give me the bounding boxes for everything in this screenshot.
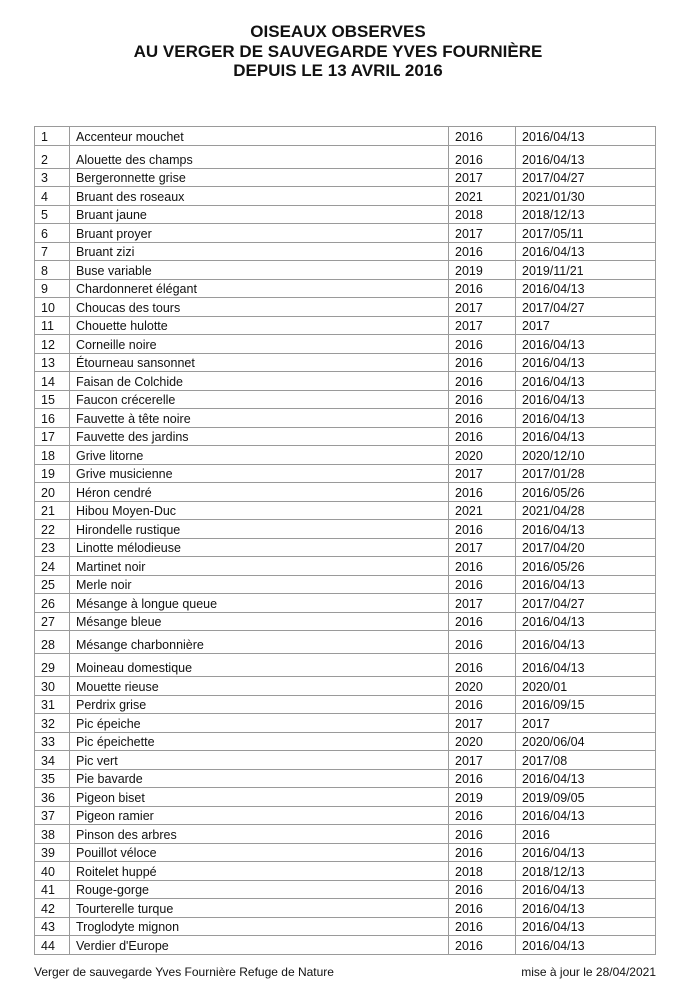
row-number: 24 bbox=[35, 557, 70, 576]
bird-name: Alouette des champs bbox=[70, 145, 449, 168]
table-row bbox=[35, 677, 656, 696]
first-seen-date: 2016/04/13 bbox=[516, 612, 656, 631]
year-cell: 2016 bbox=[449, 372, 516, 391]
title-line-3: DEPUIS LE 13 AVRIL 2016 bbox=[233, 61, 443, 80]
first-seen-date: 2016/04/13 bbox=[516, 899, 656, 918]
year-cell: 2016 bbox=[449, 427, 516, 446]
bird-name: Merle noir bbox=[70, 575, 449, 594]
bird-name: Chardonneret élégant bbox=[70, 279, 449, 298]
first-seen-date: 2016/04/13 bbox=[516, 279, 656, 298]
bird-name: Corneille noire bbox=[70, 335, 449, 354]
row-number: 22 bbox=[35, 520, 70, 539]
bird-name: Héron cendré bbox=[70, 483, 449, 502]
row-number: 14 bbox=[35, 372, 70, 391]
row-number: 33 bbox=[35, 732, 70, 751]
table-row bbox=[35, 825, 656, 844]
bird-name: Fauvette à tête noire bbox=[70, 409, 449, 428]
bird-name: Pic épeichette bbox=[70, 732, 449, 751]
table-row bbox=[35, 936, 656, 955]
table-row bbox=[35, 242, 656, 261]
table-row bbox=[35, 843, 656, 862]
footer-organization: Verger de sauvegarde Yves Fournière Refuge de Nature bbox=[34, 965, 334, 979]
row-number: 5 bbox=[35, 205, 70, 224]
first-seen-date: 2016/04/13 bbox=[516, 390, 656, 409]
bird-name: Bruant zizi bbox=[70, 242, 449, 261]
first-seen-date: 2016/04/13 bbox=[516, 242, 656, 261]
table-row bbox=[35, 298, 656, 317]
table-row bbox=[35, 769, 656, 788]
first-seen-date: 2016/04/13 bbox=[516, 806, 656, 825]
row-number: 27 bbox=[35, 612, 70, 631]
first-seen-date: 2016/04/13 bbox=[516, 575, 656, 594]
table-row bbox=[35, 316, 656, 335]
year-cell: 2016 bbox=[449, 335, 516, 354]
first-seen-date: 2016/04/13 bbox=[516, 880, 656, 899]
bird-name: Fauvette des jardins bbox=[70, 427, 449, 446]
table-row bbox=[35, 732, 656, 751]
first-seen-date: 2020/06/04 bbox=[516, 732, 656, 751]
row-number: 31 bbox=[35, 695, 70, 714]
bird-name: Pouillot véloce bbox=[70, 843, 449, 862]
first-seen-date: 2021/01/30 bbox=[516, 187, 656, 206]
table-row bbox=[35, 205, 656, 224]
bird-name: Verdier d'Europe bbox=[70, 936, 449, 955]
table-row bbox=[35, 631, 656, 654]
year-cell: 2016 bbox=[449, 806, 516, 825]
row-number: 43 bbox=[35, 917, 70, 936]
row-number: 44 bbox=[35, 936, 70, 955]
year-cell: 2017 bbox=[449, 168, 516, 187]
row-number: 38 bbox=[35, 825, 70, 844]
year-cell: 2016 bbox=[449, 390, 516, 409]
row-number: 28 bbox=[35, 631, 70, 654]
row-number: 2 bbox=[35, 145, 70, 168]
year-cell: 2020 bbox=[449, 677, 516, 696]
year-cell: 2016 bbox=[449, 242, 516, 261]
row-number: 41 bbox=[35, 880, 70, 899]
table-row bbox=[35, 390, 656, 409]
bird-name: Moineau domestique bbox=[70, 654, 449, 677]
bird-name: Bergeronnette grise bbox=[70, 168, 449, 187]
bird-name: Rouge-gorge bbox=[70, 880, 449, 899]
year-cell: 2016 bbox=[449, 843, 516, 862]
first-seen-date: 2018/12/13 bbox=[516, 862, 656, 881]
table-row bbox=[35, 409, 656, 428]
table-row bbox=[35, 594, 656, 613]
table-row bbox=[35, 695, 656, 714]
first-seen-date: 2016/04/13 bbox=[516, 427, 656, 446]
table-row bbox=[35, 538, 656, 557]
bird-name: Pie bavarde bbox=[70, 769, 449, 788]
first-seen-date: 2016/04/13 bbox=[516, 843, 656, 862]
bird-name: Troglodyte mignon bbox=[70, 917, 449, 936]
table-row bbox=[35, 612, 656, 631]
year-cell: 2016 bbox=[449, 145, 516, 168]
row-number: 21 bbox=[35, 501, 70, 520]
bird-name: Hibou Moyen-Duc bbox=[70, 501, 449, 520]
bird-name: Perdrix grise bbox=[70, 695, 449, 714]
year-cell: 2016 bbox=[449, 654, 516, 677]
year-cell: 2017 bbox=[449, 316, 516, 335]
table-row bbox=[35, 788, 656, 807]
bird-table bbox=[34, 126, 656, 955]
row-number: 7 bbox=[35, 242, 70, 261]
table-row bbox=[35, 261, 656, 280]
first-seen-date: 2017/05/11 bbox=[516, 224, 656, 243]
year-cell: 2016 bbox=[449, 279, 516, 298]
table-row bbox=[35, 372, 656, 391]
table-row bbox=[35, 145, 656, 168]
row-number: 4 bbox=[35, 187, 70, 206]
row-number: 15 bbox=[35, 390, 70, 409]
row-number: 29 bbox=[35, 654, 70, 677]
row-number: 6 bbox=[35, 224, 70, 243]
table-row bbox=[35, 862, 656, 881]
row-number: 25 bbox=[35, 575, 70, 594]
year-cell: 2021 bbox=[449, 501, 516, 520]
row-number: 23 bbox=[35, 538, 70, 557]
row-number: 34 bbox=[35, 751, 70, 770]
first-seen-date: 2018/12/13 bbox=[516, 205, 656, 224]
year-cell: 2018 bbox=[449, 862, 516, 881]
first-seen-date: 2016/05/26 bbox=[516, 483, 656, 502]
first-seen-date: 2016/04/13 bbox=[516, 520, 656, 539]
table-row bbox=[35, 335, 656, 354]
year-cell: 2017 bbox=[449, 751, 516, 770]
footer-update-date: mise à jour le 28/04/2021 bbox=[521, 965, 656, 979]
row-number: 26 bbox=[35, 594, 70, 613]
year-cell: 2016 bbox=[449, 127, 516, 146]
table-row bbox=[35, 501, 656, 520]
row-number: 3 bbox=[35, 168, 70, 187]
table-row bbox=[35, 187, 656, 206]
first-seen-date: 2016 bbox=[516, 825, 656, 844]
table-row bbox=[35, 899, 656, 918]
bird-name: Grive litorne bbox=[70, 446, 449, 465]
year-cell: 2016 bbox=[449, 612, 516, 631]
row-number: 12 bbox=[35, 335, 70, 354]
document-title bbox=[0, 22, 676, 81]
table-row bbox=[35, 557, 656, 576]
row-number: 18 bbox=[35, 446, 70, 465]
row-number: 30 bbox=[35, 677, 70, 696]
table-row bbox=[35, 168, 656, 187]
row-number: 16 bbox=[35, 409, 70, 428]
year-cell: 2019 bbox=[449, 788, 516, 807]
row-number: 11 bbox=[35, 316, 70, 335]
year-cell: 2016 bbox=[449, 483, 516, 502]
bird-name: Bruant proyer bbox=[70, 224, 449, 243]
first-seen-date: 2017 bbox=[516, 714, 656, 733]
table-row bbox=[35, 806, 656, 825]
year-cell: 2020 bbox=[449, 732, 516, 751]
first-seen-date: 2017/04/20 bbox=[516, 538, 656, 557]
year-cell: 2018 bbox=[449, 205, 516, 224]
first-seen-date: 2016/04/13 bbox=[516, 372, 656, 391]
table-row bbox=[35, 917, 656, 936]
row-number: 20 bbox=[35, 483, 70, 502]
first-seen-date: 2017/01/28 bbox=[516, 464, 656, 483]
row-number: 37 bbox=[35, 806, 70, 825]
year-cell: 2017 bbox=[449, 714, 516, 733]
bird-table-body bbox=[35, 127, 656, 955]
bird-name: Chouette hulotte bbox=[70, 316, 449, 335]
year-cell: 2016 bbox=[449, 936, 516, 955]
year-cell: 2017 bbox=[449, 538, 516, 557]
table-row bbox=[35, 353, 656, 372]
row-number: 19 bbox=[35, 464, 70, 483]
year-cell: 2016 bbox=[449, 695, 516, 714]
year-cell: 2017 bbox=[449, 594, 516, 613]
first-seen-date: 2016/09/15 bbox=[516, 695, 656, 714]
table-row bbox=[35, 127, 656, 146]
first-seen-date: 2016/04/13 bbox=[516, 631, 656, 654]
first-seen-date: 2016/04/13 bbox=[516, 145, 656, 168]
bird-name: Hirondelle rustique bbox=[70, 520, 449, 539]
row-number: 9 bbox=[35, 279, 70, 298]
year-cell: 2019 bbox=[449, 261, 516, 280]
year-cell: 2016 bbox=[449, 880, 516, 899]
year-cell: 2016 bbox=[449, 575, 516, 594]
bird-name: Étourneau sansonnet bbox=[70, 353, 449, 372]
bird-name: Pic épeiche bbox=[70, 714, 449, 733]
first-seen-date: 2020/12/10 bbox=[516, 446, 656, 465]
first-seen-date: 2017/04/27 bbox=[516, 298, 656, 317]
bird-name: Bruant jaune bbox=[70, 205, 449, 224]
bird-name: Mouette rieuse bbox=[70, 677, 449, 696]
row-number: 32 bbox=[35, 714, 70, 733]
table-row bbox=[35, 654, 656, 677]
bird-name: Accenteur mouchet bbox=[70, 127, 449, 146]
first-seen-date: 2017/04/27 bbox=[516, 594, 656, 613]
row-number: 1 bbox=[35, 127, 70, 146]
title-line-1: OISEAUX OBSERVES bbox=[250, 22, 426, 41]
first-seen-date: 2016/04/13 bbox=[516, 335, 656, 354]
row-number: 13 bbox=[35, 353, 70, 372]
first-seen-date: 2016/04/13 bbox=[516, 769, 656, 788]
bird-name: Pic vert bbox=[70, 751, 449, 770]
year-cell: 2016 bbox=[449, 825, 516, 844]
first-seen-date: 2017/04/27 bbox=[516, 168, 656, 187]
first-seen-date: 2016/04/13 bbox=[516, 353, 656, 372]
title-line-2: AU VERGER DE SAUVEGARDE YVES FOURNIÈRE bbox=[133, 41, 543, 61]
table-row bbox=[35, 751, 656, 770]
bird-name: Mésange à longue queue bbox=[70, 594, 449, 613]
first-seen-date: 2021/04/28 bbox=[516, 501, 656, 520]
table-row bbox=[35, 483, 656, 502]
bird-name: Mésange charbonnière bbox=[70, 631, 449, 654]
table-row bbox=[35, 714, 656, 733]
row-number: 36 bbox=[35, 788, 70, 807]
year-cell: 2021 bbox=[449, 187, 516, 206]
first-seen-date: 2017/08 bbox=[516, 751, 656, 770]
first-seen-date: 2016/04/13 bbox=[516, 936, 656, 955]
year-cell: 2016 bbox=[449, 917, 516, 936]
bird-name: Linotte mélodieuse bbox=[70, 538, 449, 557]
row-number: 42 bbox=[35, 899, 70, 918]
bird-name: Faisan de Colchide bbox=[70, 372, 449, 391]
row-number: 17 bbox=[35, 427, 70, 446]
year-cell: 2020 bbox=[449, 446, 516, 465]
bird-name: Mésange bleue bbox=[70, 612, 449, 631]
bird-name: Pinson des arbres bbox=[70, 825, 449, 844]
year-cell: 2016 bbox=[449, 409, 516, 428]
bird-name: Faucon crécerelle bbox=[70, 390, 449, 409]
first-seen-date: 2020/01 bbox=[516, 677, 656, 696]
first-seen-date: 2019/09/05 bbox=[516, 788, 656, 807]
table-row bbox=[35, 427, 656, 446]
bird-name: Pigeon ramier bbox=[70, 806, 449, 825]
bird-name: Buse variable bbox=[70, 261, 449, 280]
table-row bbox=[35, 575, 656, 594]
bird-name: Tourterelle turque bbox=[70, 899, 449, 918]
bird-name: Bruant des roseaux bbox=[70, 187, 449, 206]
first-seen-date: 2016/04/13 bbox=[516, 127, 656, 146]
first-seen-date: 2016/04/13 bbox=[516, 917, 656, 936]
page-footer bbox=[34, 965, 656, 979]
bird-name: Grive musicienne bbox=[70, 464, 449, 483]
year-cell: 2016 bbox=[449, 557, 516, 576]
table-row bbox=[35, 279, 656, 298]
row-number: 35 bbox=[35, 769, 70, 788]
first-seen-date: 2016/05/26 bbox=[516, 557, 656, 576]
year-cell: 2017 bbox=[449, 464, 516, 483]
year-cell: 2017 bbox=[449, 224, 516, 243]
table-row bbox=[35, 446, 656, 465]
year-cell: 2016 bbox=[449, 899, 516, 918]
year-cell: 2016 bbox=[449, 353, 516, 372]
first-seen-date: 2019/11/21 bbox=[516, 261, 656, 280]
first-seen-date: 2016/04/13 bbox=[516, 409, 656, 428]
row-number: 40 bbox=[35, 862, 70, 881]
bird-name: Martinet noir bbox=[70, 557, 449, 576]
year-cell: 2017 bbox=[449, 298, 516, 317]
table-row bbox=[35, 464, 656, 483]
row-number: 39 bbox=[35, 843, 70, 862]
row-number: 10 bbox=[35, 298, 70, 317]
year-cell: 2016 bbox=[449, 520, 516, 539]
first-seen-date: 2017 bbox=[516, 316, 656, 335]
first-seen-date: 2016/04/13 bbox=[516, 654, 656, 677]
row-number: 8 bbox=[35, 261, 70, 280]
table-row bbox=[35, 520, 656, 539]
table-row bbox=[35, 224, 656, 243]
year-cell: 2016 bbox=[449, 769, 516, 788]
bird-name: Pigeon biset bbox=[70, 788, 449, 807]
year-cell: 2016 bbox=[449, 631, 516, 654]
bird-name: Roitelet huppé bbox=[70, 862, 449, 881]
table-row bbox=[35, 880, 656, 899]
bird-name: Choucas des tours bbox=[70, 298, 449, 317]
